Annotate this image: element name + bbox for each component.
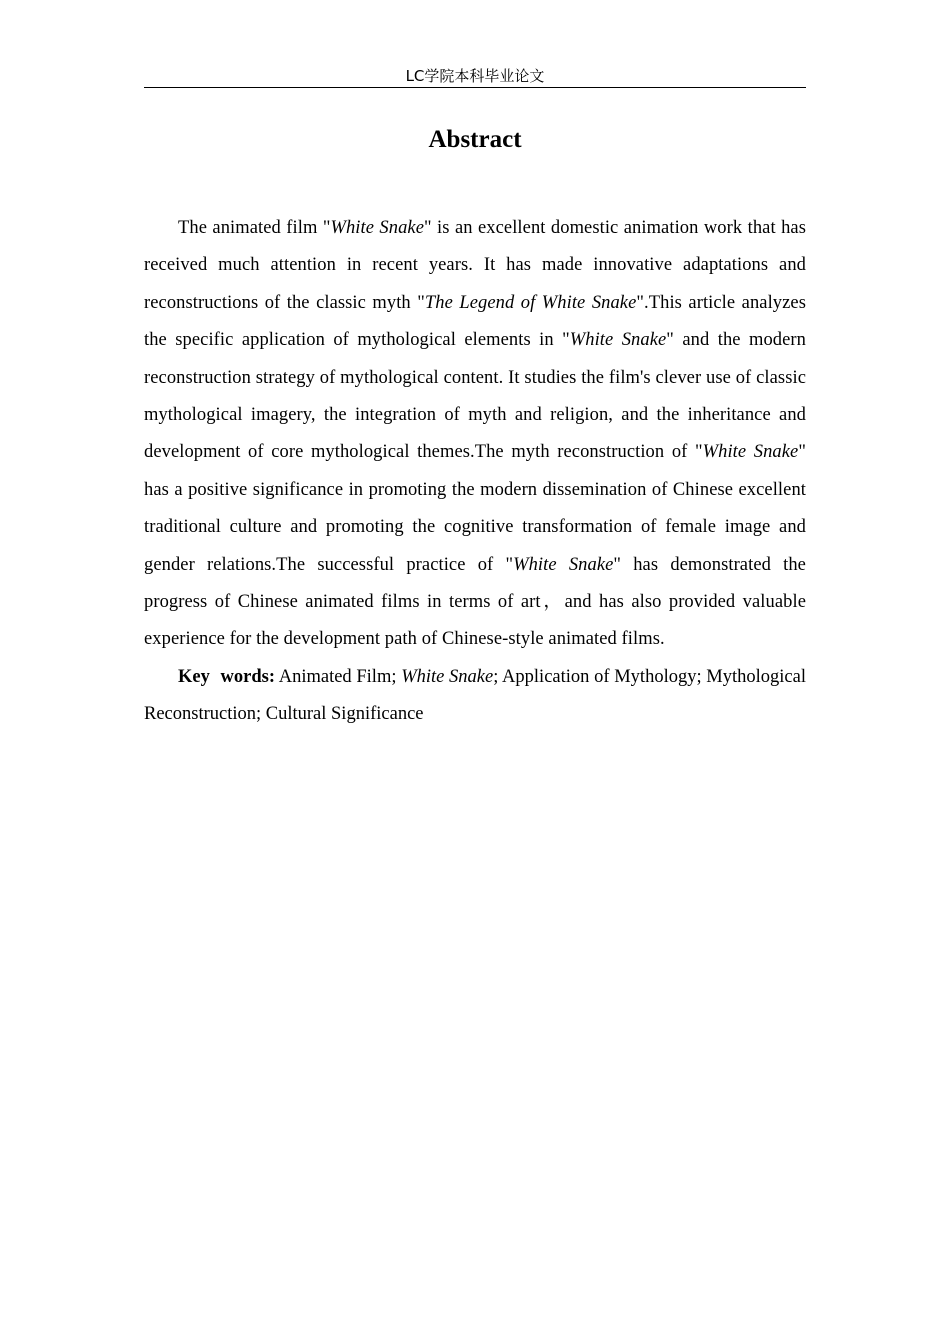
running-header: LC学院本科毕业论文 xyxy=(144,66,806,88)
abstract-segment-italic: White Snake xyxy=(513,554,614,575)
keywords-paragraph xyxy=(144,659,806,734)
abstract-segment: " is an excellent domestic animation work that has received much attention in recent years. It has made innovative adaptations and reconstructions of the classic myth " xyxy=(144,218,806,313)
abstract-segment: ".This article analyzes the specific application of mythological elements in " xyxy=(144,292,806,351)
keywords-segment: Animated Film; xyxy=(275,666,402,687)
keywords-segment: ; Application of Mythology; Mythological Reconstruction; Cultural Significance xyxy=(144,666,806,725)
keywords-label: Key words: xyxy=(178,666,276,687)
abstract-segment: The animated film " xyxy=(178,218,331,238)
abstract-segment: " and the modern reconstruction strategy of mythological content. It studies the film's clever use of classic mythological imagery, the integration of myth and religion, and the inheritance and development of core mythological themes.The myth reconstruction of " xyxy=(144,330,806,463)
keywords-segment-italic: White Snake xyxy=(401,666,494,687)
abstract-segment: " has demonstrated the progress of Chinese animated films in terms of art，and has also provided valuable experience for the development path of Chinese-style animated films. xyxy=(144,554,806,650)
abstract-body xyxy=(144,210,806,734)
abstract-title: Abstract xyxy=(428,126,522,153)
abstract-segment-italic: White Snake xyxy=(569,330,667,351)
abstract-paragraph xyxy=(144,210,806,659)
abstract-segment-italic: White Snake xyxy=(702,442,799,463)
abstract-segment-italic: White Snake xyxy=(330,218,425,238)
abstract-segment-italic: The Legend of White Snake xyxy=(424,292,637,313)
abstract-segment: " has a positive significance in promoting the modern dissemination of Chinese excellent traditional culture and promoting the cognitive transformation of female image and gender relations.The successful practice of " xyxy=(144,442,806,575)
